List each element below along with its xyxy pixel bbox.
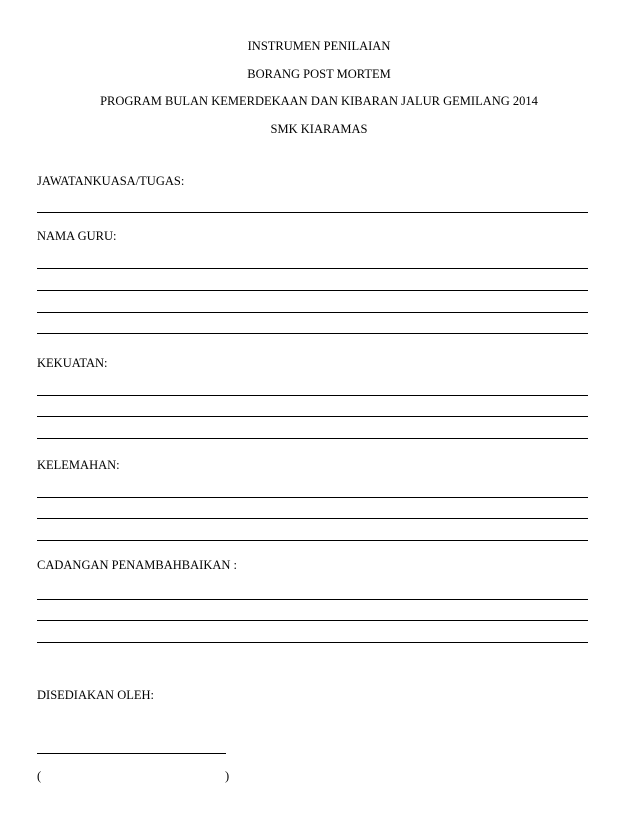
nama-guru-label: NAMA GURU: — [37, 229, 117, 243]
cadangan-line-3 — [37, 642, 588, 643]
cadangan-line-2 — [37, 620, 588, 621]
kelemahan-label: KELEMAHAN: — [37, 458, 120, 472]
school-name: SMK KIARAMAS — [270, 122, 368, 136]
signature-open-paren: ( — [37, 769, 42, 783]
program-title: PROGRAM BULAN KEMERDEKAAN DAN KIBARAN JALUR GEMILANG 2014 — [100, 94, 538, 108]
cadangan-line-1 — [37, 599, 588, 600]
nama-guru-line-4 — [37, 333, 588, 334]
signature-close-paren: ) — [225, 769, 230, 783]
nama-guru-line-2 — [37, 290, 588, 291]
jawatankuasa-line — [37, 212, 588, 213]
kekuatan-line-1 — [37, 395, 588, 396]
cadangan-label: CADANGAN PENAMBAHBAIKAN : — [37, 558, 238, 572]
form-title: INSTRUMEN PENILAIAN — [247, 39, 391, 53]
jawatankuasa-label: JAWATANKUASA/TUGAS: — [37, 174, 185, 188]
kekuatan-line-3 — [37, 438, 588, 439]
nama-guru-line-1 — [37, 268, 588, 269]
nama-guru-line-3 — [37, 312, 588, 313]
kelemahan-line-2 — [37, 518, 588, 519]
kelemahan-line-1 — [37, 497, 588, 498]
kekuatan-label: KEKUATAN: — [37, 356, 108, 370]
signature-line — [37, 753, 226, 754]
disediakan-label: DISEDIAKAN OLEH: — [37, 688, 154, 702]
kelemahan-line-3 — [37, 540, 588, 541]
form-subtitle: BORANG POST MORTEM — [247, 67, 391, 81]
kekuatan-line-2 — [37, 416, 588, 417]
